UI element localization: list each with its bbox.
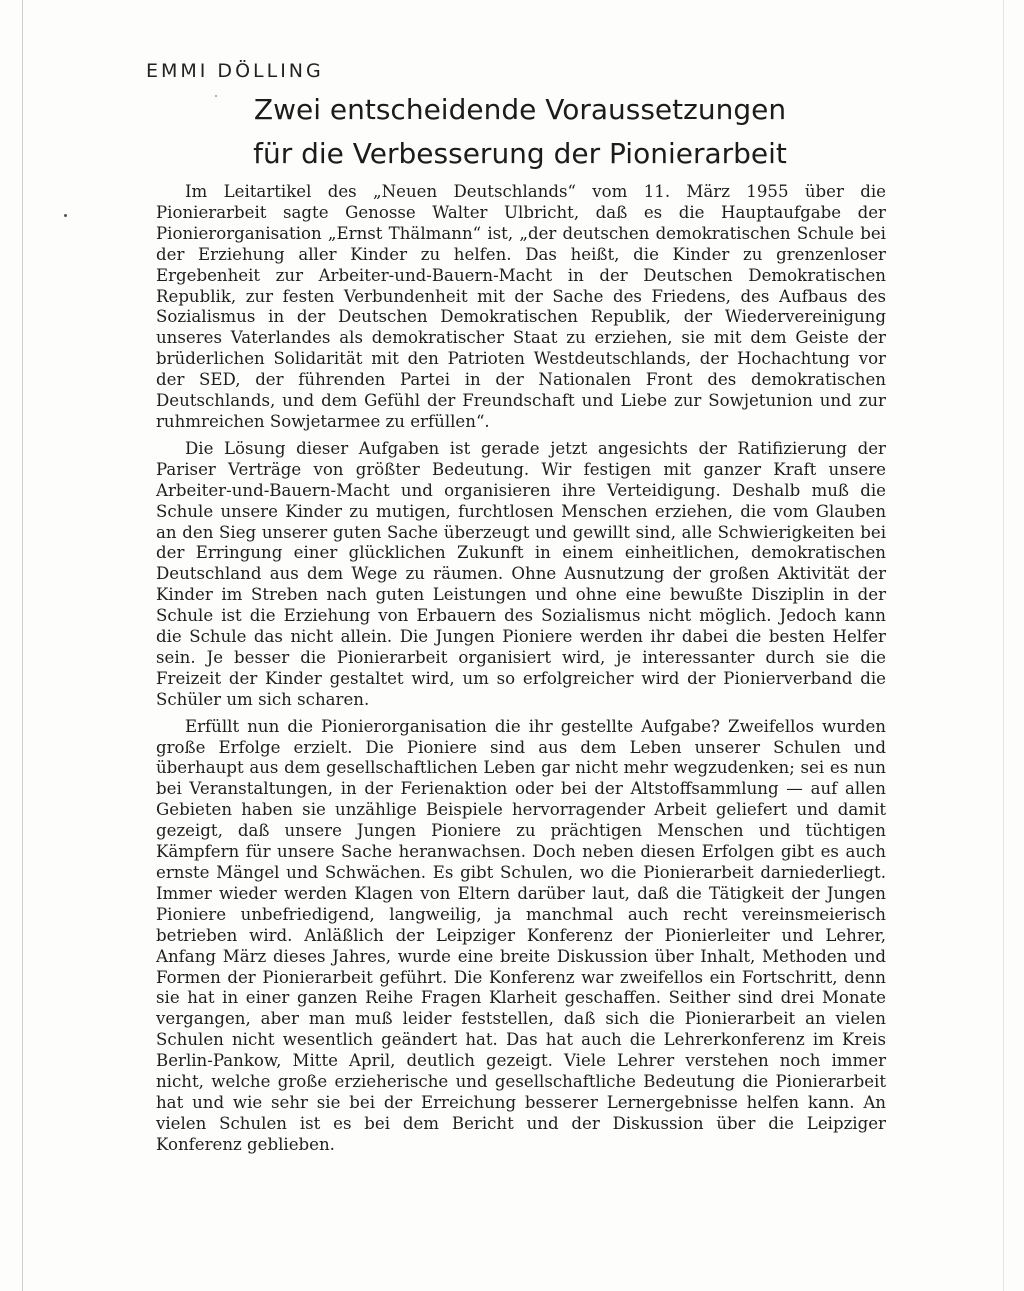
- paragraph: Die Lösung dieser Aufgaben ist gerade jetzt angesichts der Ratifizierung der Pariser Verträge von größter Bedeutung. Wir festigen mit ganzer Kraft unsere Arbeiter-und-Bauern-Macht und organisieren ihre Verteidigung. Deshalb muß die Schule unsere Kinder zu mutigen, furchtlosen Menschen erziehen, die vom Glauben an den Sieg unserer guten Sache überzeugt und gewillt sind, alle Schwierigkeiten bei der Erringung einer glücklichen Zukunft in einem einheitlichen, demokratischen Deutschland aus dem Wege zu räumen. Ohne Ausnutzung der großen Aktivität der Kinder im Streben nach guten Leistungen und ohne eine bewußte Disziplin in der Schule ist die Erziehung von Erbauern des Sozialismus nicht möglich. Jedoch kann die Schule das nicht allein. Die Jungen Pioniere werden ihr dabei die besten Helfer sein. Je besser die Pionierarbeit organisiert wird, je interessanter durch sie die Freizeit der Kinder gestaltet wird, um so erfolgreicher wird der Pionierverband die Schüler um sich scharen.: [156, 438, 886, 709]
- scan-edge-line-right: [1003, 0, 1004, 1291]
- article-body: [156, 182, 886, 1162]
- article-title-line: für die Verbesserung der Pionierarbeit: [253, 137, 787, 170]
- paragraph: Erfüllt nun die Pionierorganisation die ihr gestellte Aufgabe? Zweifellos wurden große Erfolge erzielt. Die Pioniere sind aus dem Leben unserer Schulen und überhaupt aus dem gesellschaftlichen Leben gar nicht mehr wegzudenken; sei es nun bei Veranstaltungen, in der Ferienaktion oder bei der Altstoffsammlung — auf allen Gebieten haben sie unzählige Beispiele hervorragender Arbeit geliefert und damit gezeigt, daß unsere Jungen Pioniere zu prächtigen Menschen und tüchtigen Kämpfern für unsere Sache heranwachsen. Doch neben diesen Erfolgen gibt es auch ernste Mängel und Schwächen. Es gibt Schulen, wo die Pionierarbeit darniederliegt. Immer wieder werden Klagen von Eltern darüber laut, daß die Tätigkeit der Jungen Pioniere unbefriedigend, langweilig, ja manchmal auch recht vereinsmeierisch betrieben wird. Anläßlich der Leipziger Konferenz der Pionierleiter und Lehrer, Anfang März dieses Jahres, wurde eine breite Diskussion über Inhalt, Methoden und Formen der Pionierarbeit geführt. Die Konferenz war zweifellos ein Fortschritt, denn sie hat in einer ganzen Reihe Fragen Klarheit geschaffen. Seither sind drei Monate vergangen, aber man muß leider feststellen, daß sich die Pionierarbeit an vielen Schulen nicht wesentlich geändert hat. Das hat auch die Lehrerkonferenz im Kreis Berlin-Pankow, Mitte April, deutlich gezeigt. Viele Lehrer verstehen noch immer nicht, welche große erzieherische und gesellschaftliche Bedeutung die Pionierarbeit hat und wie sehr sie bei der Erreichung besserer Lernergebnisse helfen kann. An vielen Schulen ist es bei dem Bericht und der Diskussion über die Leipziger Konferenz geblieben.: [156, 716, 886, 1154]
- article-title: [150, 88, 890, 176]
- article-title-line: Zwei entscheidende Voraussetzungen: [253, 93, 787, 126]
- paragraph: Im Leitartikel des „Neuen Deutschlands“ vom 11. März 1955 über die Pionierarbeit sagte Genosse Walter Ulbricht, daß es die Hauptaufgabe der Pionierorganisation „Ernst Thälmann“ ist, „der deutschen demokratischen Schule bei der Erziehung aller Kinder zu helfen. Das heißt, die Kinder zu grenzenloser Ergebenheit zur Arbeiter-und-Bauern-Macht in der Deutschen Demokratischen Republik, zur festen Verbundenheit mit der Sache des Friedens, des Aufbaus des Sozialismus in der Deutschen Demokratischen Republik, der Wiedervereinigung unseres Vaterlandes als demokratischer Staat zu erziehen, sie mit dem Geiste der brüderlichen Solidarität mit den Patrioten Westdeutschlands, der Hochachtung vor der SED, der führenden Partei in der Nationalen Front des demokratischen Deutschlands, und dem Gefühl der Freundschaft und Liebe zur Sowjetunion und zur ruhmreichen Sowjetarmee zu erfüllen“.: [156, 182, 886, 431]
- scan-edge-line: [22, 0, 23, 1291]
- scan-speck: [64, 214, 67, 217]
- author-name: EMMI DÖLLING: [146, 60, 324, 82]
